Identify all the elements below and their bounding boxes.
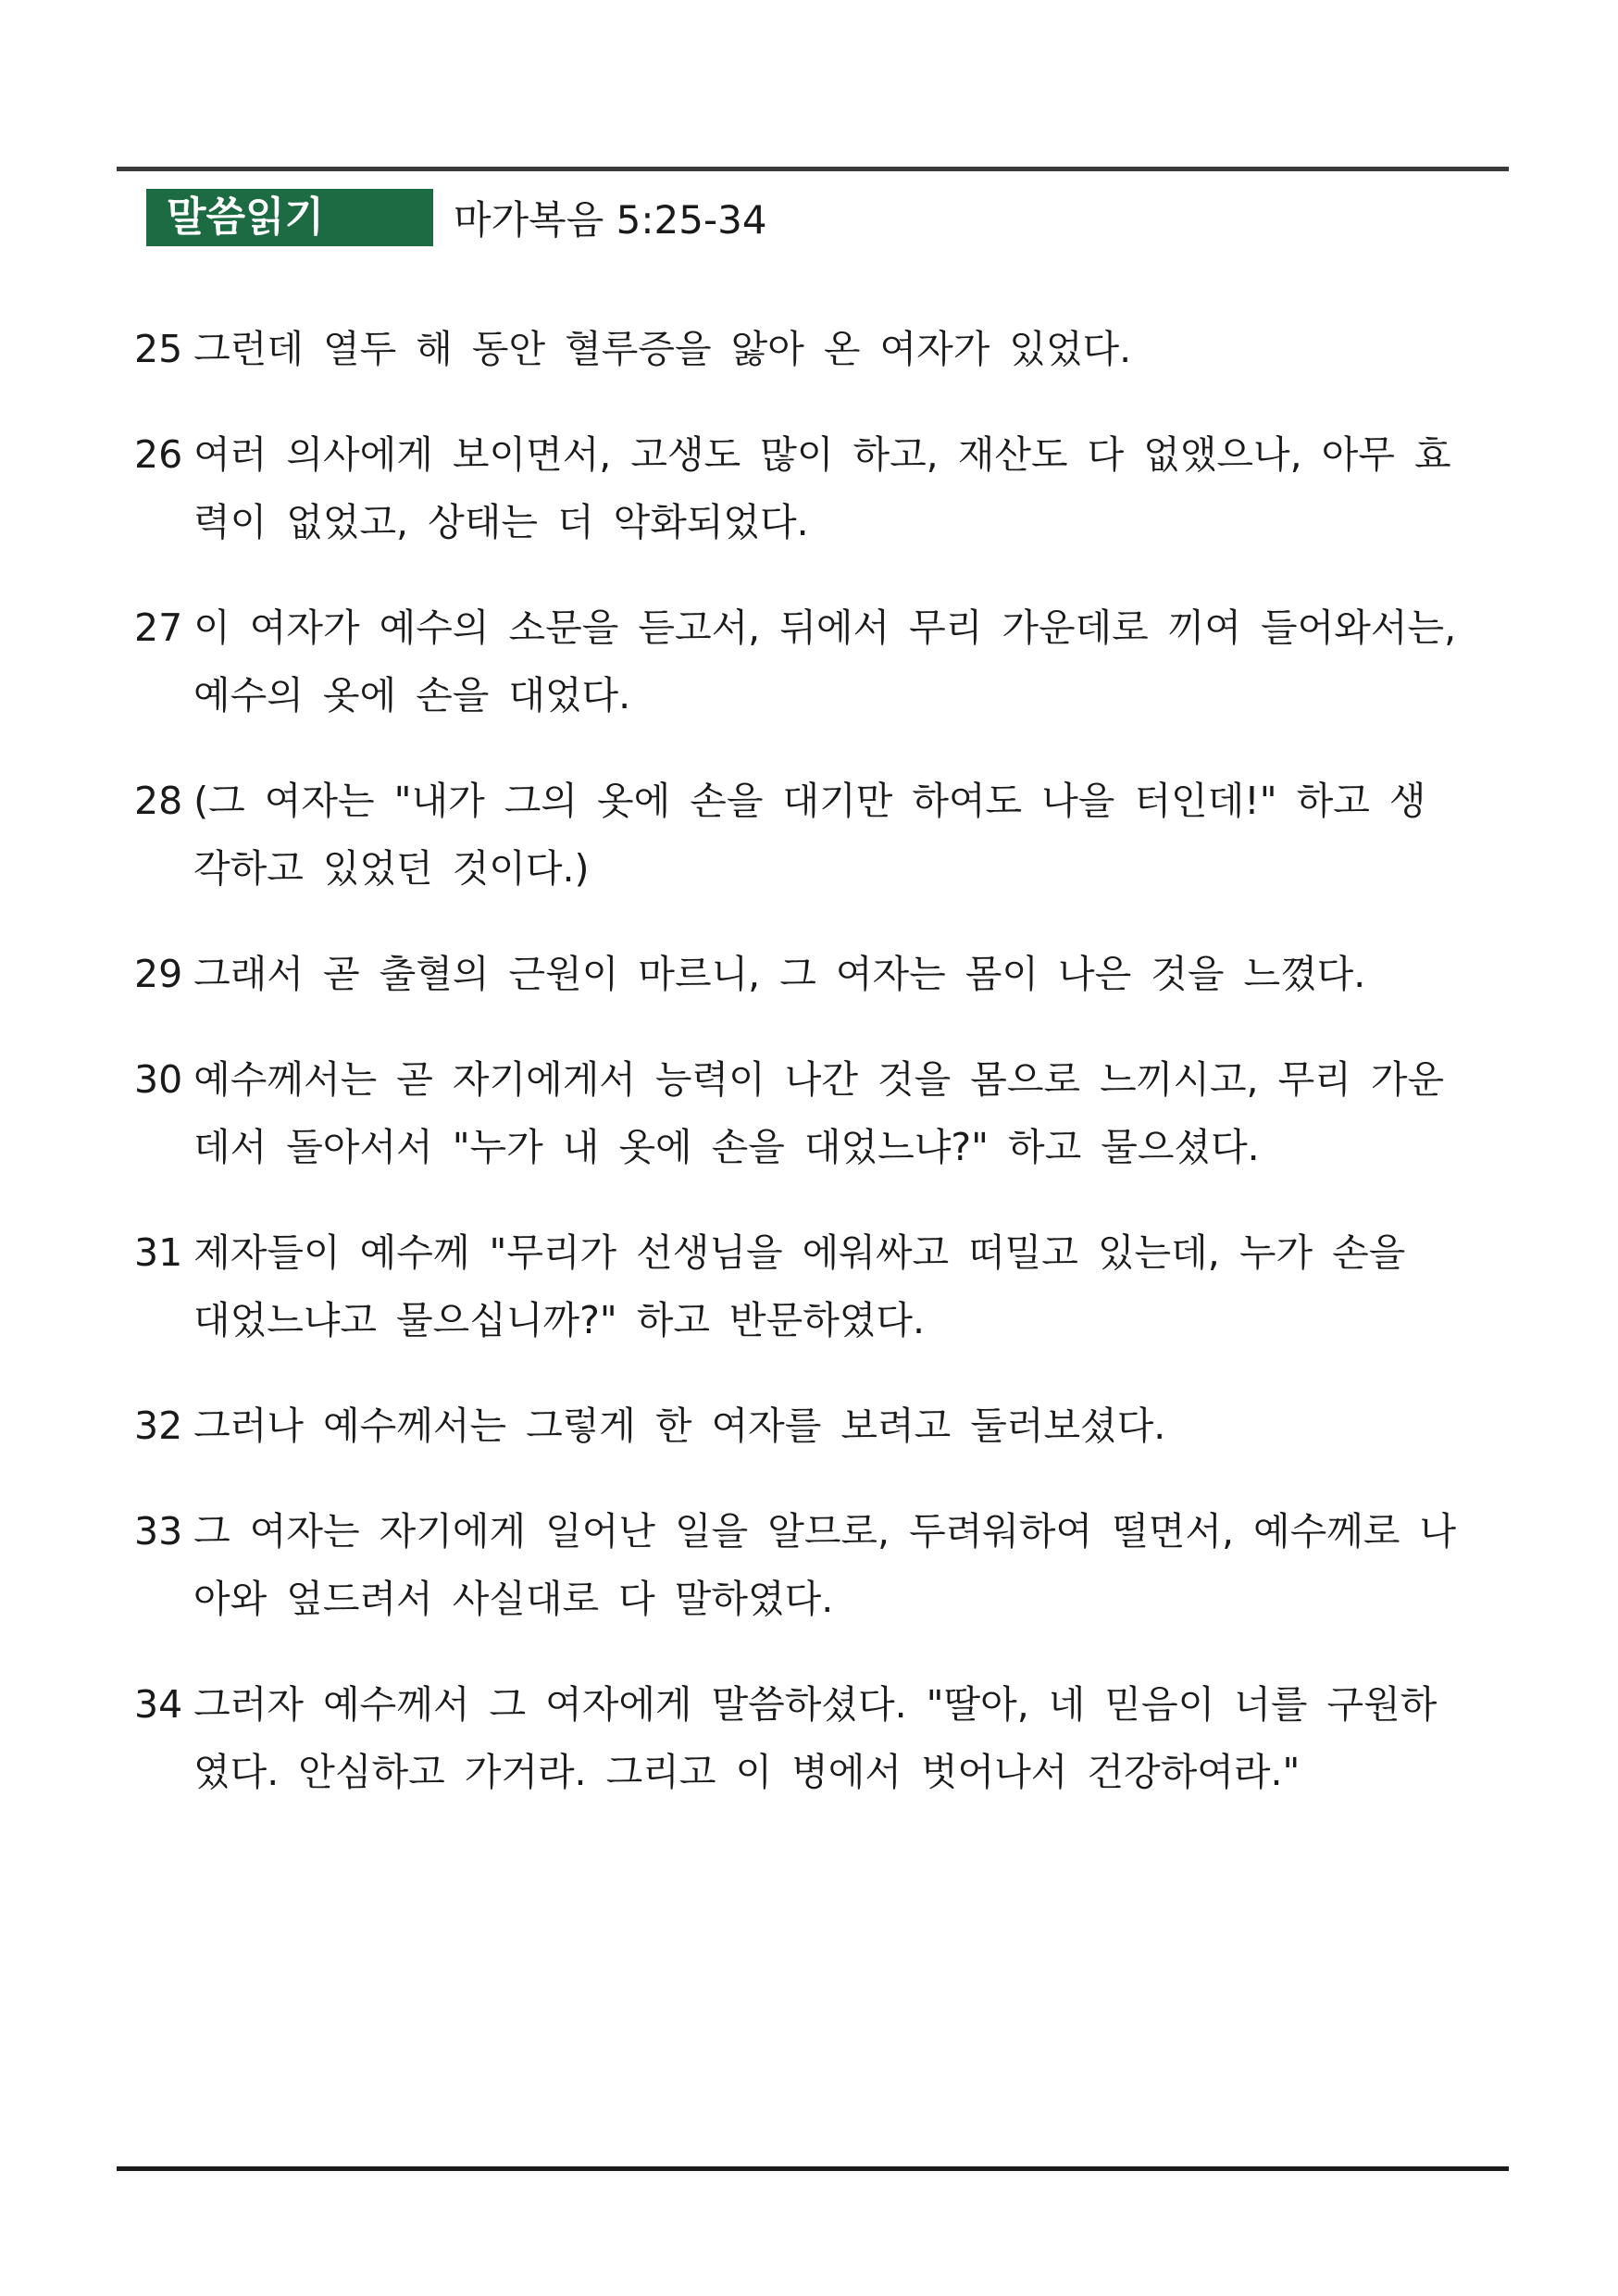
verse-number: 25	[134, 327, 183, 371]
verse-25	[134, 316, 1458, 383]
verse-list	[134, 278, 1458, 1819]
verse-text: (그 여자는 "내가 그의 옷에 손을 대기만 하여도 나을 터인데!" 하고 생각하고 있었던 것이다.)	[193, 779, 1426, 891]
verse-number: 31	[134, 1230, 183, 1275]
verse-33	[134, 1498, 1458, 1633]
verse-number: 29	[134, 952, 183, 996]
verse-28	[134, 767, 1458, 903]
verse-text: 그러자 예수께서 그 여자에게 말씀하셨다. "딸아, 네 믿음이 너를 구원하였다. 안심하고 가거라. 그리고 이 병에서 벗어나서 건강하여라."	[193, 1682, 1438, 1794]
verse-number: 27	[134, 605, 183, 650]
bottom-divider	[117, 2166, 1509, 2171]
verse-text: 그래서 곧 출혈의 근원이 마르니, 그 여자는 몸이 나은 것을 느꼈다.	[193, 952, 1366, 996]
scripture-reference: 마가복음 5:25-34	[454, 197, 767, 243]
verse-32	[134, 1392, 1458, 1460]
verse-number: 34	[134, 1682, 183, 1727]
verse-number: 33	[134, 1509, 183, 1554]
verse-text: 그 여자는 자기에게 일어난 일을 알므로, 두려워하여 떨면서, 예수께로 나아와 엎드려서 사실대로 다 말하였다.	[193, 1509, 1457, 1621]
verse-text: 그런데 열두 해 동안 혈루증을 앓아 온 여자가 있었다.	[193, 327, 1132, 371]
verse-number: 32	[134, 1404, 183, 1448]
passage-header	[146, 189, 767, 246]
verse-number: 26	[134, 432, 183, 477]
verse-29	[134, 941, 1458, 1008]
verse-26	[134, 421, 1458, 556]
verse-number: 30	[134, 1057, 183, 1102]
verse-text: 그러나 예수께서는 그렇게 한 여자를 보려고 둘러보셨다.	[193, 1404, 1166, 1448]
verse-text: 여러 의사에게 보이면서, 고생도 많이 하고, 재산도 다 없앴으나, 아무 효력이 없었고, 상태는 더 악화되었다.	[193, 432, 1451, 544]
verse-30	[134, 1046, 1458, 1181]
top-divider	[117, 167, 1509, 171]
verse-text: 이 여자가 예수의 소문을 듣고서, 뒤에서 무리 가운데로 끼여 들어와서는, 예수의 옷에 손을 대었다.	[193, 605, 1457, 718]
section-label: 말씀읽기	[146, 189, 433, 246]
verse-text: 예수께서는 곧 자기에게서 능력이 나간 것을 몸으로 느끼시고, 무리 가운데서 돌아서서 "누가 내 옷에 손을 대었느냐?" 하고 물으셨다.	[193, 1057, 1445, 1169]
verse-number: 28	[134, 779, 183, 823]
verse-27	[134, 594, 1458, 730]
verse-31	[134, 1219, 1458, 1354]
verse-text: 제자들이 예수께 "무리가 선생님을 에워싸고 떠밀고 있는데, 누가 손을 대었느냐고 물으십니까?" 하고 반문하였다.	[193, 1230, 1406, 1342]
verse-34	[134, 1671, 1458, 1806]
